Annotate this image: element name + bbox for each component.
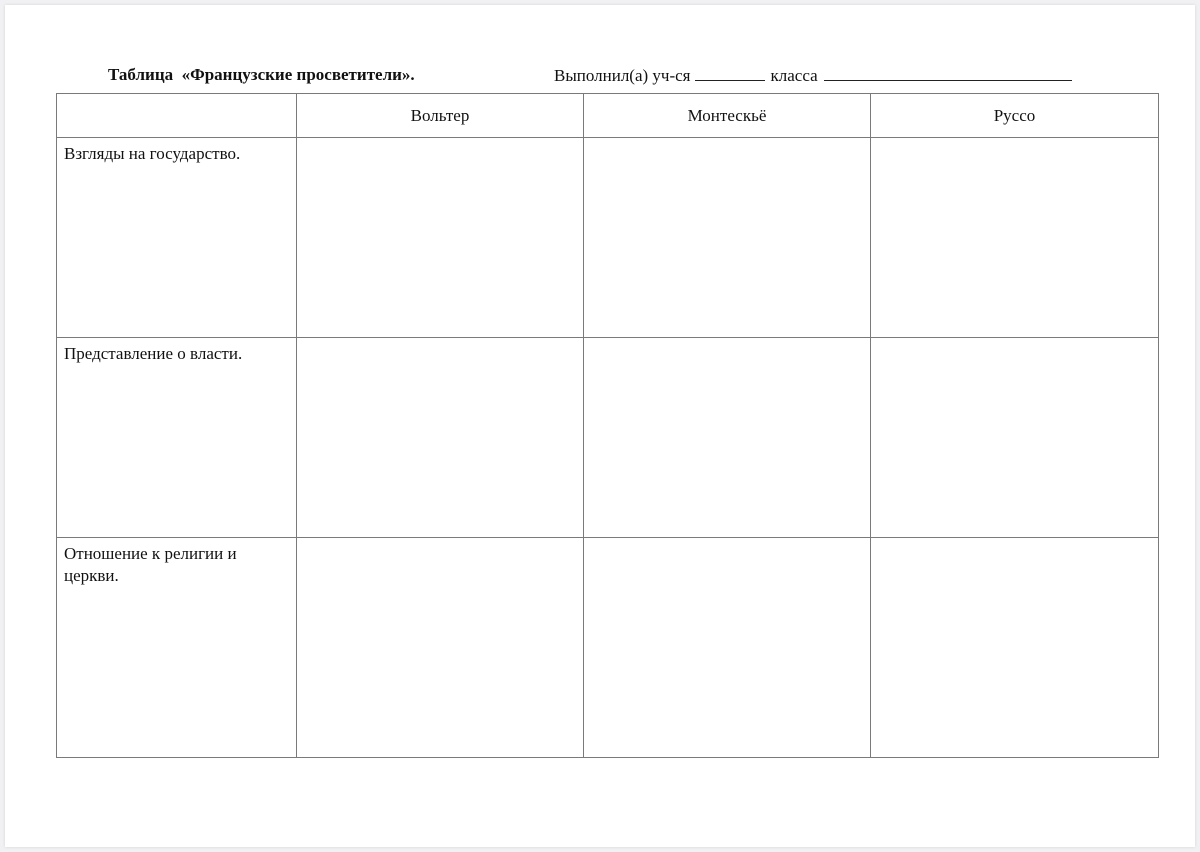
- answer-cell[interactable]: [584, 338, 871, 538]
- row-label-power-idea: Представление о власти.: [57, 338, 297, 538]
- worksheet-header: [108, 65, 1108, 89]
- table-header-row: [57, 94, 1159, 138]
- student-info-line: [554, 65, 1072, 86]
- answer-cell[interactable]: [297, 338, 584, 538]
- answer-cell[interactable]: [871, 338, 1159, 538]
- class-label: класса: [770, 66, 818, 85]
- column-header-voltaire: Вольтер: [297, 94, 584, 138]
- answer-cell[interactable]: [584, 138, 871, 338]
- column-header-rousseau: Руссо: [871, 94, 1159, 138]
- student-name-blank[interactable]: [824, 65, 1072, 81]
- table-row: [57, 538, 1159, 758]
- column-header-montesquieu: Монтескьё: [584, 94, 871, 138]
- class-number-blank[interactable]: [695, 65, 765, 81]
- row-label-state-views: Взгляды на государство.: [57, 138, 297, 338]
- completed-by-label: Выполнил(а) уч-ся: [554, 66, 691, 85]
- answer-cell[interactable]: [297, 138, 584, 338]
- answer-cell[interactable]: [871, 538, 1159, 758]
- worksheet-page: [5, 5, 1195, 847]
- table-row: [57, 138, 1159, 338]
- table-row: [57, 338, 1159, 538]
- answer-cell[interactable]: [871, 138, 1159, 338]
- answer-cell[interactable]: [584, 538, 871, 758]
- answer-cell[interactable]: [297, 538, 584, 758]
- corner-cell: [57, 94, 297, 138]
- enlighteners-table: [56, 93, 1159, 758]
- worksheet-title: Таблица «Французские просветители».: [108, 65, 415, 84]
- row-label-religion-attitude: Отношение к религии и церкви.: [57, 538, 297, 758]
